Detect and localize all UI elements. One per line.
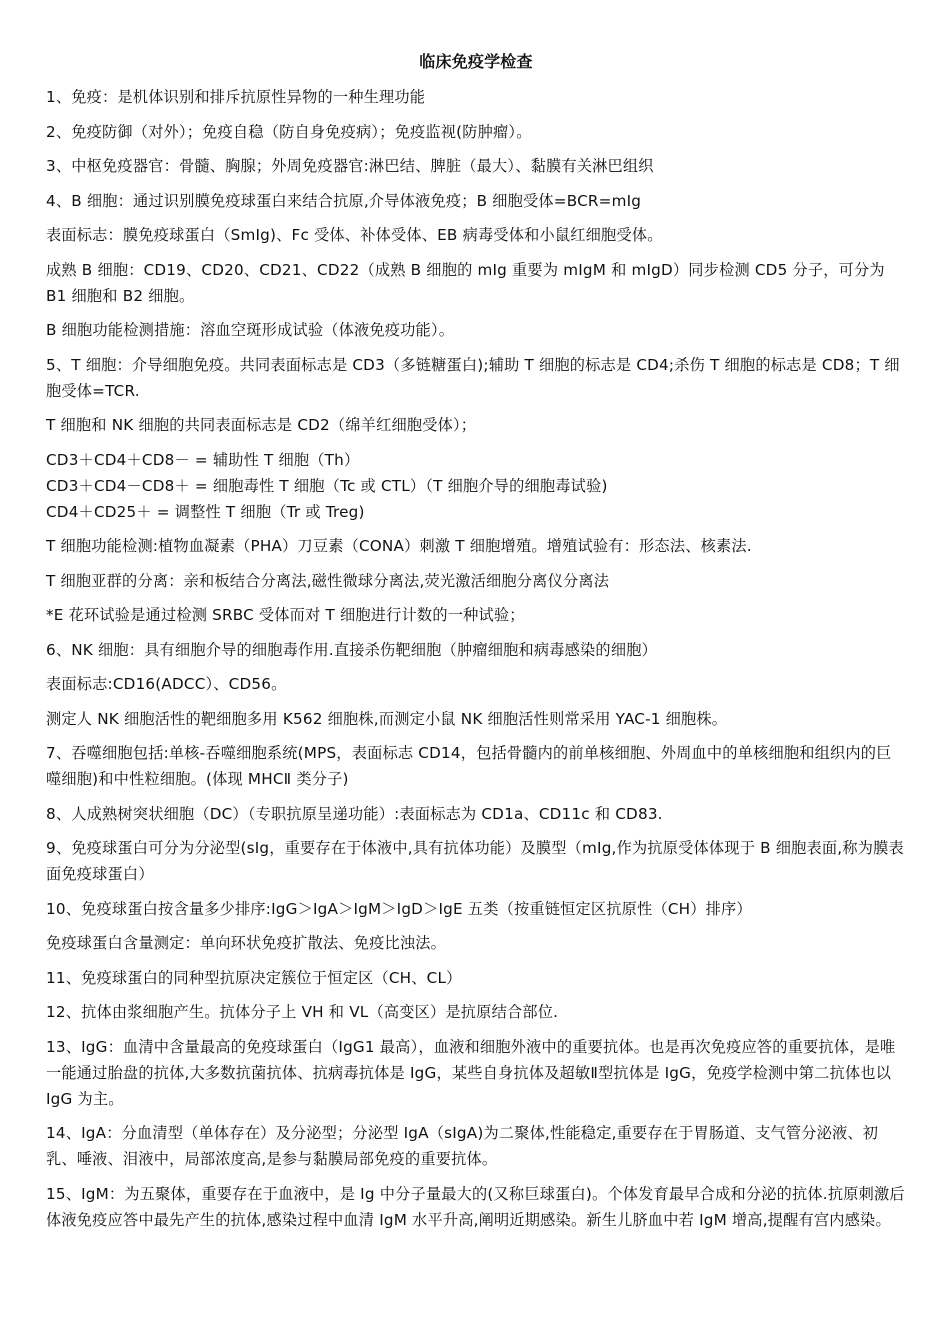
paragraph-dendritic-cell: 8、人成熟树突状细胞（DC）（专职抗原呈递功能）:表面标志为 CD1a、CD11c 和 CD83. (46, 804, 663, 823)
paragraph-nk-cell: 6、NK 细胞：具有细胞介导的细胞毒作用.直接杀伤靶细胞（肿瘤细胞和病毒感染的细胞） (46, 640, 657, 659)
paragraph-t-cell: 5、T 细胞：介导细胞免疫。共同表面标志是 CD3（多链糖蛋白);辅助 T 细胞的标志是 CD4;杀伤 T 细胞的标志是 CD8；T 细胞受体=TCR. (46, 355, 900, 400)
paragraph-ig-measurement: 免疫球蛋白含量测定：单向环状免疫扩散法、免疫比浊法。 (46, 934, 447, 952)
paragraph-b-cell-function-test: B 细胞功能检测措施：溶血空斑形成试验（体液免疫功能）。 (46, 321, 455, 339)
paragraph-e-rosette-test: *E 花环试验是通过检测 SRBC 受体而对 T 细胞进行计数的一种试验； (46, 606, 525, 624)
cd-subset-list (46, 447, 906, 525)
paragraph-ig-types: 9、免疫球蛋白可分为分泌型(sIg，重要存在于体液中,具有抗体功能）及膜型（mIg,作为抗原受体体现于 B 细胞表面,称为膜表面免疫球蛋白） (46, 839, 904, 883)
paragraph-iga: 14、IgA：分血清型（单体存在）及分泌型；分泌型 IgA（sIgA)为二聚体,性能稳定,重要存在于胃肠道、支气管分泌液、初乳、唾液、泪液中，局部浓度高,是参与黏膜局部免疫的重要抗体。 (46, 1124, 879, 1168)
paragraph-ig-ranking: 10、免疫球蛋白按含量多少排序:IgG＞IgA＞IgM＞IgD＞IgE 五类（按重链恒定区抗原性（CH）排序） (46, 899, 752, 918)
cd-subset-helper: CD3＋CD4＋CD8－ = 辅助性 T 细胞（Th） (46, 450, 360, 469)
paragraph-mature-b-cell: 成熟 B 细胞：CD19、CD20、CD21、CD22（成熟 B 细胞的 mIg 重要为 mIgM 和 mIgD）同步检测 CD5 分子，可分为 B1 细胞和 B2 细胞。 (46, 260, 885, 305)
paragraph-t-nk-common-marker: T 细胞和 NK 细胞的共同表面标志是 CD2（绵羊红细胞受体）； (46, 416, 477, 434)
paragraph-immune-functions: 2、免疫防御（对外）；免疫自稳（防自身免疫病）；免疫监视(防肿瘤）。 (46, 122, 532, 141)
paragraph-igm: 15、IgM：为五聚体，重要存在于血液中，是 Ig 中分子量最大的(又称巨球蛋白)。个体发育最早合成和分泌的抗体.抗原刺激后体液免疫应答中最先产生的抗体,感染过程中血清 IgM 水平升高,阐明近期感染。新生儿脐血中若 IgM 增高,提醒有宫内感染。 (46, 1184, 905, 1229)
paragraph-immune-organs: 3、中枢免疫器官：骨髓、胸腺；外周免疫器官:淋巴结、脾脏（最大）、黏膜有关淋巴组织 (46, 157, 654, 175)
paragraph-antibody-source: 12、抗体由浆细胞产生。抗体分子上 VH 和 VL（高变区）是抗原结合部位. (46, 1003, 559, 1021)
paragraph-b-cell-markers: 表面标志：膜免疫球蛋白（SmIg)、Fc 受体、补体受体、EB 病毒受体和小鼠红细胞受体。 (46, 226, 663, 244)
cd-subset-cytotoxic: CD3＋CD4－CD8＋ = 细胞毒性 T 细胞（Tc 或 CTL）（T 细胞介导的细胞毒试验) (46, 476, 608, 495)
paragraph-phagocytes: 7、吞噬细胞包括:单核-吞噬细胞系统(MPS，表面标志 CD14，包括骨髓内的前单核细胞、外周血中的单核细胞和组织内的巨噬细胞)和中性粒细胞。(体现 MHCⅡ 类分子) (46, 744, 892, 788)
paragraph-igg: 13、IgG：血清中含量最高的免疫球蛋白（IgG1 最高），血液和细胞外液中的重要抗体。也是再次免疫应答的重要抗体，是唯一能通过胎盘的抗体,大多数抗菌抗体、抗病毒抗体是 IgG，某些自身抗体及超敏Ⅱ型抗体是 IgG，免疫学检测中第二抗体也以 IgG 为主。 (46, 1037, 896, 1108)
paragraph-t-cell-function-test: T 细胞功能检测:植物血凝素（PHA）刀豆素（CONA）刺激 T 细胞增殖。增殖试验有：形态法、核素法. (46, 537, 752, 555)
paragraph-nk-markers: 表面标志:CD16(ADCC）、CD56。 (46, 675, 287, 693)
paragraph-b-cell: 4、B 细胞：通过识别膜免疫球蛋白来结合抗原,介导体液免疫；B 细胞受体=BCR=mIg (46, 191, 642, 210)
paragraph-ig-isotype: 11、免疫球蛋白的同种型抗原决定簇位于恒定区（CH、CL） (46, 968, 462, 987)
document-title: 临床免疫学检查 (419, 52, 533, 71)
paragraph-immunity-definition: 1、免疫：是机体识别和排斥抗原性异物的一种生理功能 (46, 88, 426, 106)
paragraph-t-cell-subset-separation: T 细胞亚群的分离：亲和板结合分离法,磁性微球分离法,荧光激活细胞分离仪分离法 (46, 571, 610, 590)
cd-subset-regulatory: CD4＋CD25＋ = 调整性 T 细胞（Tr 或 Treg) (46, 502, 365, 521)
paragraph-nk-activity-target: 测定人 NK 细胞活性的靶细胞多用 K562 细胞株,而测定小鼠 NK 细胞活性则常采用 YAC-1 细胞株。 (46, 709, 728, 728)
document-page (46, 50, 906, 1241)
